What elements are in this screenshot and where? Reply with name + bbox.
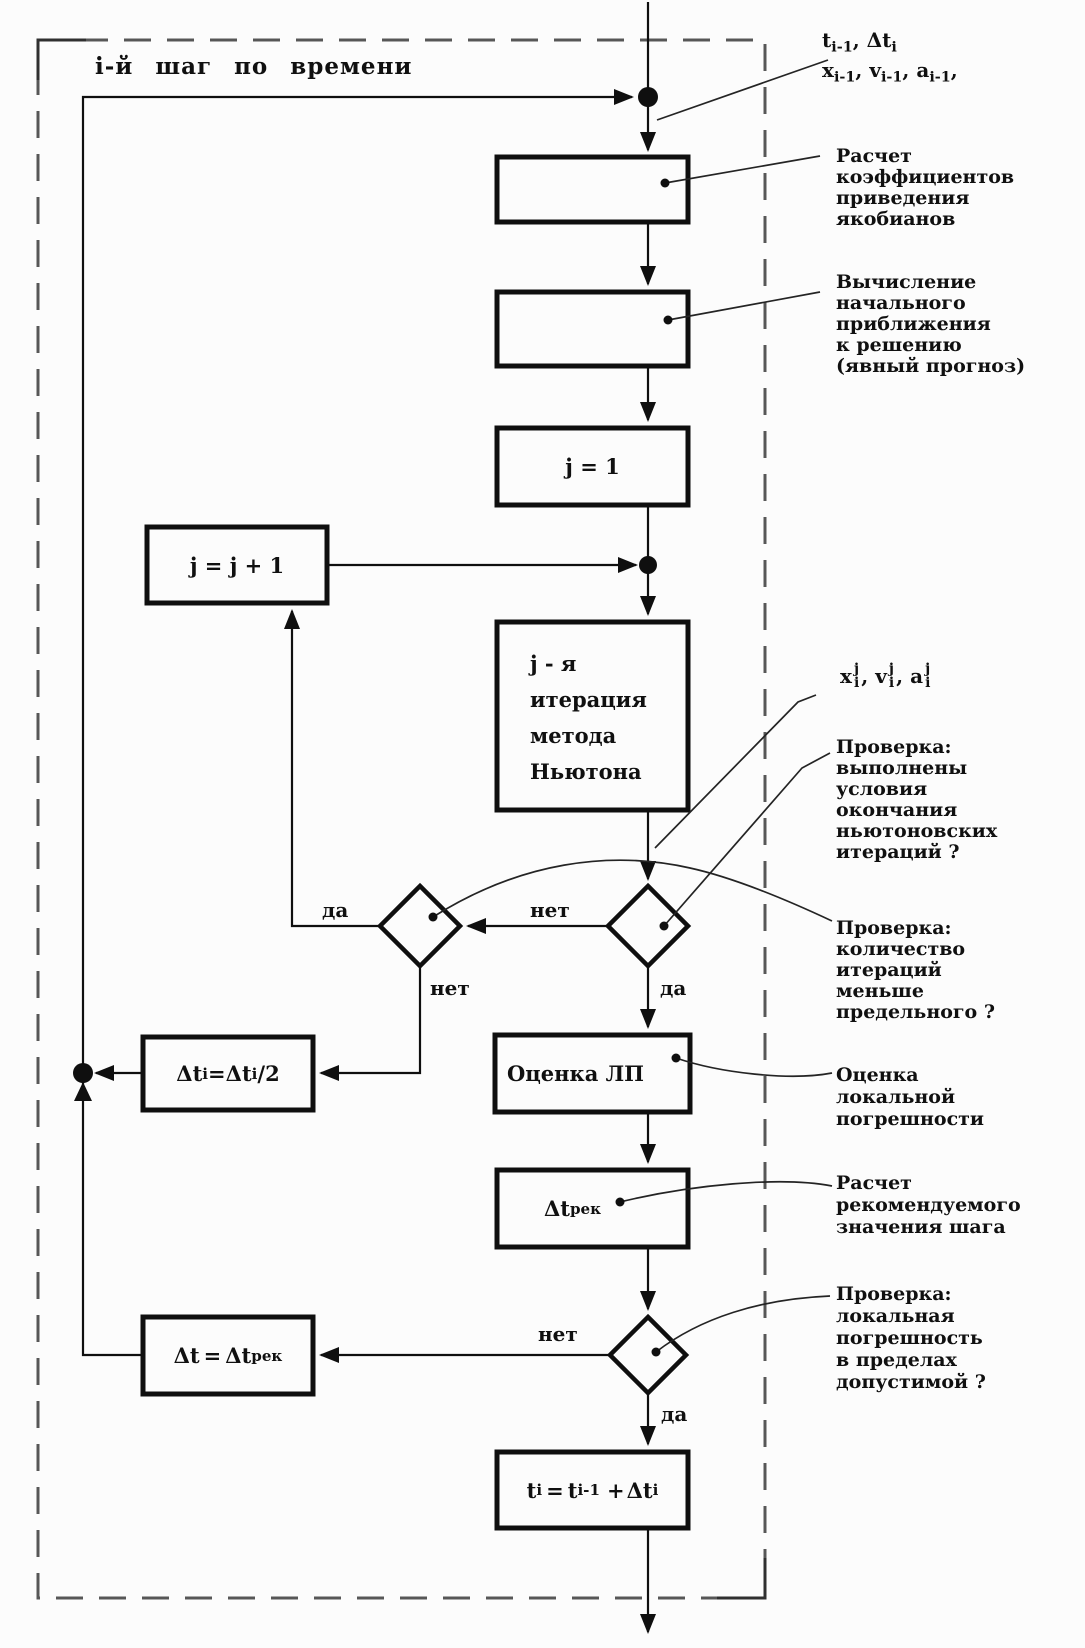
leader-dot-predictor	[664, 316, 673, 325]
annotation-line: рекомендуемого	[836, 1194, 1021, 1216]
newton-box-label	[530, 646, 647, 790]
v: v	[875, 664, 887, 688]
annotation-local-error	[836, 1064, 984, 1130]
equals: =	[208, 1061, 226, 1086]
delta-t: Δt	[866, 28, 892, 52]
comma: ,	[950, 58, 958, 82]
delta-t: Δt	[626, 1477, 653, 1503]
leader-dot-newton-check	[660, 922, 669, 931]
annotation-line: в пределах	[836, 1349, 957, 1371]
newton-line-4: Ньютона	[530, 759, 642, 784]
annotation-newton-check	[836, 737, 997, 863]
frame-corner-top-left	[38, 40, 86, 80]
comma: ,	[861, 664, 876, 688]
annotation-line: ньютоновских	[836, 820, 998, 842]
annotation-line: Оценка	[836, 1064, 919, 1086]
local-error-box-label: Оценка ЛП	[506, 1061, 645, 1086]
sub-i: i	[925, 674, 931, 691]
box-jacobian-coefficients	[497, 157, 688, 222]
annotation-line: якобианов	[836, 208, 956, 230]
leader-input-values	[657, 60, 828, 120]
iter-no-label: нет	[430, 976, 470, 1000]
set-step-formula: Δt = Δt рек	[173, 1343, 283, 1368]
leader-dot-iter-check	[429, 913, 438, 922]
state-values-formula	[840, 661, 932, 691]
diamond-error-tolerance	[610, 1317, 686, 1393]
sup-j: j	[925, 661, 931, 678]
delta-t: Δt	[225, 1061, 252, 1086]
sub-i: i	[891, 38, 897, 56]
annotation-line: приближения	[836, 313, 991, 335]
t: t	[526, 1477, 537, 1503]
annotation-predictor	[836, 272, 1025, 377]
annotation-line: к решению	[836, 334, 962, 356]
equals: =	[203, 1343, 222, 1368]
annotation-line: допустимой ?	[836, 1371, 986, 1393]
delta-t: Δt	[176, 1061, 203, 1086]
diagram-title: i-й шаг по времени	[95, 53, 413, 80]
error-yes-label: да	[661, 1402, 688, 1426]
iter-yes-label: да	[322, 898, 349, 922]
newton-line-3: метода	[530, 723, 617, 748]
plus: +	[606, 1477, 625, 1503]
recommended-step-formula: Δt рек	[543, 1196, 602, 1221]
sub-i-minus-1: i-1	[929, 68, 951, 86]
annotation-line: Проверка:	[836, 736, 952, 758]
sup-j: j	[853, 661, 860, 678]
a: a	[910, 664, 924, 688]
annotation-line: Проверка:	[836, 917, 952, 939]
a: a	[916, 58, 930, 82]
j-init-label: j = 1	[565, 454, 620, 479]
feedback-up-arrowhead	[74, 1082, 92, 1101]
annotation-line: приведения	[836, 187, 970, 209]
annotation-line: Вычисление	[836, 271, 977, 293]
sub-i-minus-1: i-1	[880, 68, 903, 86]
t: t	[567, 1477, 578, 1503]
sup-j: j	[888, 661, 894, 678]
diamond-iteration-limit	[380, 886, 460, 966]
annotation-line: начального	[836, 292, 966, 314]
x: x	[840, 664, 852, 688]
diamond-newton-convergence	[608, 886, 688, 966]
supsub-ji	[925, 663, 930, 690]
annotation-step-rec	[836, 1172, 1021, 1238]
annotation-line: локальной	[836, 1086, 956, 1108]
t: t	[822, 28, 832, 52]
sub-i: i	[853, 674, 860, 691]
annotation-line: окончания	[836, 799, 958, 821]
junction-dot-feedback	[73, 1063, 93, 1083]
v: v	[869, 58, 881, 82]
error-no-label: нет	[538, 1322, 578, 1346]
sub-i: i	[888, 674, 895, 691]
annotation-line: предельного ?	[836, 1001, 995, 1023]
supsub-ji	[854, 663, 859, 690]
annotation-line: меньше	[836, 980, 924, 1002]
supsub-ji	[889, 663, 894, 690]
annotation-iter-check	[836, 918, 995, 1023]
annotation-line: Проверка:	[836, 1283, 952, 1305]
leader-error-check	[656, 1296, 830, 1352]
divide-by-2: /2	[257, 1061, 280, 1086]
delta-t: Δt	[543, 1196, 570, 1221]
delta-t: Δt	[173, 1343, 200, 1368]
iter-yes-loop-line	[292, 611, 380, 926]
leader-predictor	[668, 292, 820, 320]
leader-dot-jacobian	[661, 179, 670, 188]
input-values-line-1	[822, 28, 897, 56]
annotation-line: коэффициентов	[836, 166, 1015, 188]
comma: ,	[896, 664, 911, 688]
sub-i-minus-1: i-1	[831, 38, 853, 56]
newton-line-2: итерация	[530, 687, 647, 712]
annotation-line: погрешности	[836, 1108, 985, 1130]
j-increment-label: j = j + 1	[189, 552, 285, 578]
annotation-line: выполнены	[836, 757, 968, 779]
annotation-line: локальная	[836, 1305, 955, 1327]
annotation-line: Расчет	[836, 145, 912, 167]
annotation-line: (явный прогноз)	[836, 355, 1026, 377]
annotation-line: значения шага	[836, 1216, 1006, 1238]
newton-line-1: j - я	[530, 651, 577, 676]
comma: ,	[902, 58, 917, 82]
annotation-line: итераций	[836, 959, 942, 981]
frame-corner-bottom-right	[717, 1558, 765, 1598]
halve-step-formula: Δt i = Δt i /2	[176, 1061, 280, 1086]
equals: =	[546, 1477, 564, 1503]
comma: ,	[855, 58, 870, 82]
newton-yes-label: да	[660, 976, 687, 1000]
time-update-formula: t i = t i-1 + Δt i	[526, 1477, 659, 1503]
annotation-error-check	[836, 1283, 986, 1393]
leader-dot-error-check	[652, 1348, 661, 1357]
x: x	[822, 58, 834, 82]
input-values-line-2	[822, 58, 958, 86]
newton-no-label: нет	[530, 898, 570, 922]
box-initial-prediction	[497, 292, 688, 366]
delta-t: Δt	[225, 1343, 252, 1368]
annotation-jacobian	[836, 146, 1014, 230]
annotation-line: итераций ?	[836, 841, 960, 863]
sub-i-minus-1: i-1	[833, 68, 856, 86]
annotation-line: погрешность	[836, 1327, 983, 1349]
annotation-line: Расчет	[836, 1172, 912, 1194]
annotation-line: условия	[836, 778, 928, 800]
junction-dot-top	[638, 87, 658, 107]
junction-dot-iteration	[639, 556, 657, 574]
annotation-line: количество	[836, 938, 966, 960]
comma: ,	[852, 28, 867, 52]
leader-local-error	[676, 1058, 832, 1076]
iter-no-to-halve-line	[321, 966, 420, 1073]
